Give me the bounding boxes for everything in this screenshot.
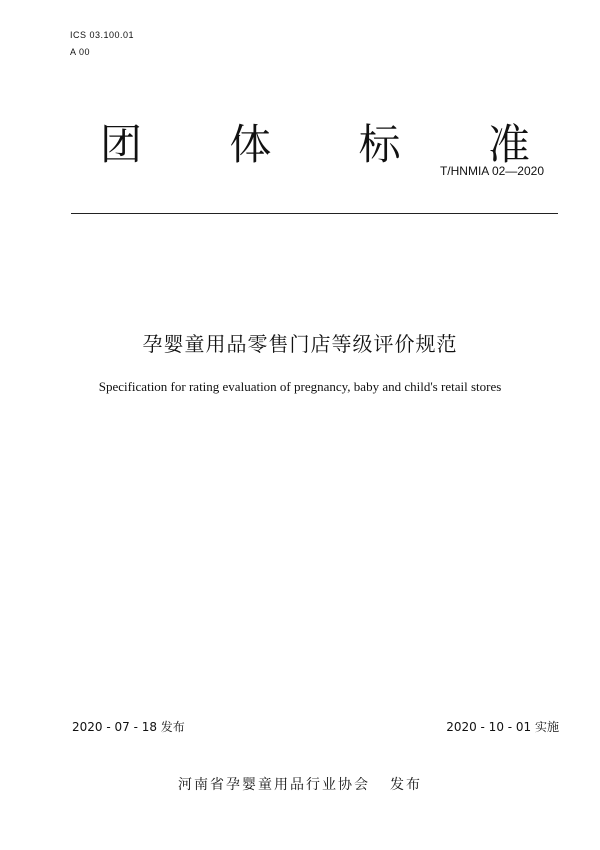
implement-date: 2020 - 10 - 01 实施 — [446, 720, 559, 734]
document-title-cn: 孕婴童用品零售门店等级评价规范 — [142, 332, 458, 356]
standard-type-char: 团 — [100, 120, 143, 169]
standard-type-heading — [100, 120, 530, 170]
publisher-line — [0, 774, 600, 794]
publisher-name: 河南省孕婴童用品行业协会 — [178, 777, 370, 793]
standard-code: T/HNMIA 02—2020 — [439, 164, 544, 178]
standard-type-char: 准 — [487, 120, 530, 169]
standard-type-char: 标 — [358, 120, 401, 169]
publish-date: 2020 - 07 - 18 发布 — [72, 720, 185, 734]
ics-code: ICS 03.100.01 — [70, 30, 135, 40]
ccs-code: A 00 — [70, 47, 91, 57]
publisher-action: 发布 — [390, 777, 422, 793]
standard-type-char: 体 — [229, 120, 272, 169]
document-title-en: Specification for rating evaluation of pregnancy, baby and child's retail stores — [98, 379, 502, 394]
header-divider — [71, 213, 558, 214]
